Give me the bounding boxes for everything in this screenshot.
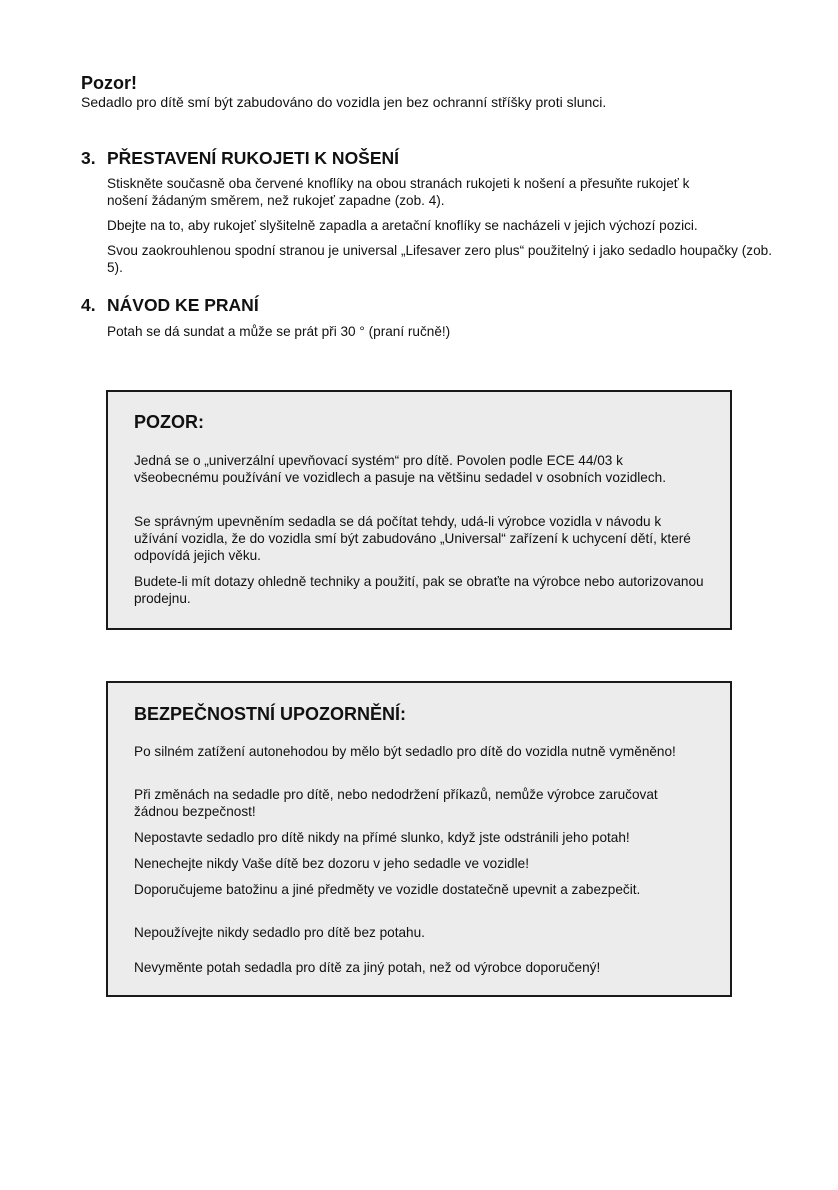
section-3-paragraph-1: Stiskněte současně oba červené knoflíky na obou stranách rukojeti k nošení a přesuňte rukojeť k nošení žádaným směrem, než rukojeť zapadne (zob. 4). bbox=[107, 176, 690, 208]
section-3-paragraph-3: Svou zaokrouhlenou spodní stranou je universal „Lifesaver zero plus“ použitelný i jako sedadlo houpačky (zob. 5). bbox=[107, 243, 772, 275]
pozor-notice-box bbox=[106, 390, 732, 630]
safety-box-paragraph-1: Po silném zatížení autonehodou by mělo být sedadlo pro dítě do vozidla nutně vyměněno! bbox=[134, 744, 676, 759]
safety-box-paragraph-3: Nepostavte sedadlo pro dítě nikdy na přímé slunko, když jste odstránili jeho potah! bbox=[134, 830, 630, 845]
safety-box-paragraph-4: Nenechejte nikdy Vaše dítě bez dozoru v jeho sedadle ve vozidle! bbox=[134, 856, 529, 871]
section-3-title: PŘESTAVENÍ RUKOJETI K NOŠENÍ bbox=[107, 148, 400, 168]
safety-box-title: BEZPEČNOSTNÍ UPOZORNĚNÍ: bbox=[134, 704, 407, 724]
pozor-box-title: POZOR: bbox=[134, 412, 204, 432]
pozor-box-paragraph-3: Budete-li mít dotazy ohledně techniky a použití, pak se obraťte na výrobce nebo autorizovanou prodejnu. bbox=[134, 574, 704, 606]
section-4-number: 4. bbox=[81, 295, 96, 315]
pozor-box-paragraph-1: Jedná se o „univerzální upevňovací systém“ pro dítě. Povolen podle ECE 44/03 k všeobecnému používání ve vozidlech a pasuje na většinu sedadel v osobních vozidlech. bbox=[134, 453, 667, 485]
section-3-paragraph-2: Dbejte na to, aby rukojeť slyšitelně zapadla a aretační knoflíky se nacházeli v jejich výchozí pozici. bbox=[107, 218, 698, 233]
section-3-number: 3. bbox=[81, 148, 96, 168]
pozor-box-paragraph-2: Se správným upevněním sedadla se dá počítat tehdy, udá-li výrobce vozidla v návodu k užívání vozidla, že do vozidla smí být zabudováno „Universal“ zařízení k uchycení dětí, které odpovídá jejich věku. bbox=[134, 514, 691, 563]
safety-box-paragraph-2: Při změnách na sedadle pro dítě, nebo nedodržení příkazů, nemůže výrobce zaručovat žádnou bezpečnost! bbox=[134, 787, 658, 819]
section-3-heading bbox=[81, 147, 781, 169]
safety-box-paragraph-6: Nepoužívejte nikdy sedadlo pro dítě bez potahu. bbox=[134, 925, 425, 940]
warning-text: Sedadlo pro dítě smí být zabudováno do vozidla jen bez ochranní stříšky proti slunci. bbox=[81, 94, 607, 110]
section-4-heading bbox=[81, 294, 781, 316]
warning-title: Pozor! bbox=[81, 73, 137, 93]
section-4-paragraph-1: Potah se dá sundat a může se prát při 30 ° (praní ručně!) bbox=[107, 324, 451, 339]
safety-box-paragraph-7: Nevyměnte potah sedadla pro dítě za jiný potah, než od výrobce doporučený! bbox=[134, 960, 601, 975]
safety-notice-box bbox=[106, 681, 732, 997]
safety-box-paragraph-5: Doporučujeme batožinu a jiné předměty ve vozidle dostatečně upevnit a zabezpečit. bbox=[134, 882, 641, 897]
section-4-title: NÁVOD KE PRANÍ bbox=[107, 295, 259, 315]
